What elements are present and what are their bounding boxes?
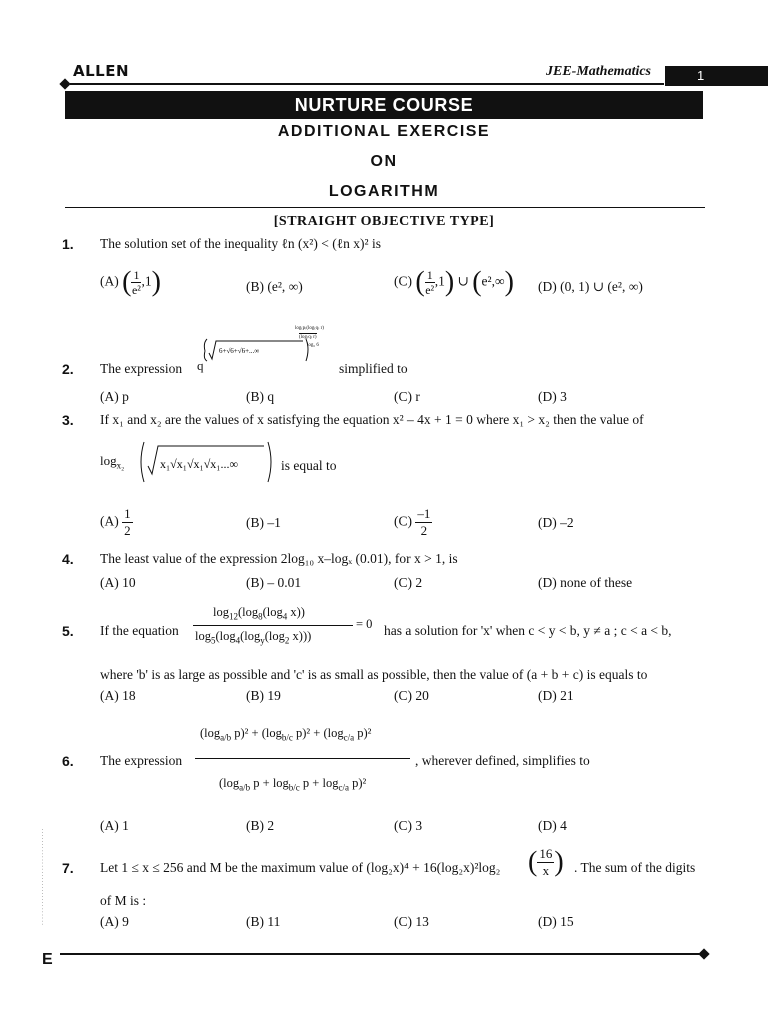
option-d: (D) –2 bbox=[538, 515, 574, 530]
option-a: (A) p bbox=[100, 389, 129, 404]
heading-exercise: ADDITIONAL EXERCISE bbox=[277, 123, 491, 140]
option-c: (C) r bbox=[394, 389, 420, 404]
heading-topic: LOGARITHM bbox=[328, 183, 440, 200]
option-c: (C) 3 bbox=[394, 818, 423, 833]
question-text-line2: where 'b' is as large as possible and 'c' is as small as possible, then the value of (a + b + c) is equals to bbox=[100, 667, 648, 682]
question-text: The expression bbox=[100, 361, 183, 376]
question-text: If x₁ and x₂ are the values of x satisfying the equation x² – 4x + 1 = 0 where x₁ > x₂ then the value of bbox=[100, 412, 644, 427]
option-c: (C) 20 bbox=[394, 688, 429, 703]
option-b: (B) – 0.01 bbox=[246, 575, 302, 590]
option-b: (B) –1 bbox=[246, 515, 281, 530]
heading-on: ON bbox=[370, 153, 398, 170]
question-text: Let 1 ≤ x ≤ 256 and M be the maximum value of (log₂x)⁴ + 16(log₂x)²log₂ bbox=[100, 860, 501, 875]
option-label: (C) bbox=[394, 513, 412, 529]
option-d: (D) 3 bbox=[538, 389, 567, 404]
option-b: (B) 19 bbox=[246, 688, 281, 703]
side-file-path-text: · · · · · · · · · · · · · · · · · · · · · · · · · · · · · · · · bbox=[40, 828, 46, 925]
math-fraction: $\frac{-1}{2}$ bbox=[417, 506, 431, 538]
option-c bbox=[394, 506, 432, 539]
question-number: 6. bbox=[62, 753, 74, 769]
footer-diamond bbox=[698, 948, 709, 959]
option-d: (D) 4 bbox=[538, 818, 567, 833]
section-title: [STRAIGHT OBJECTIVE TYPE] bbox=[273, 214, 495, 229]
option-d: (D) 21 bbox=[538, 688, 574, 703]
option-a: (A) 18 bbox=[100, 688, 136, 703]
option-label: (A) bbox=[100, 273, 119, 289]
option-b: (B) (e², ∞) bbox=[246, 279, 303, 294]
option-a: (A) ( $\frac{1}{\text{e²}}$ ,1) bbox=[100, 266, 161, 298]
subject-title: JEE-Mathematics bbox=[546, 64, 652, 79]
question-text-continued: , wherever defined, simplifies to bbox=[415, 753, 590, 768]
footer-letter: E bbox=[42, 951, 53, 968]
svg-text:x₁√x₁√x₁√x₁...∞: x₁√x₁√x₁√x₁...∞ bbox=[160, 457, 239, 471]
option-a: (A) 9 bbox=[100, 914, 129, 929]
footer-rule bbox=[60, 953, 705, 955]
page-number: 1 bbox=[697, 68, 705, 83]
course-title: NURTURE COURSE bbox=[65, 91, 703, 119]
math-expression-q2: q 6+√6+√6+...∞ log₍p₎(log₍q₎ r) (log₍q₎ r) log₅ 6 bbox=[197, 326, 324, 373]
option-b: (B) 11 bbox=[246, 914, 281, 929]
math-fraction-q7: ( $\frac{16}{x}$ ) bbox=[528, 846, 564, 878]
question-text-continued: is equal to bbox=[281, 458, 337, 473]
question-text-continued: simplified to bbox=[339, 361, 408, 376]
question-number: 7. bbox=[62, 860, 74, 876]
math-expression-q3: $\log_{x_2}$ x₁√x₁√x₁√x₁...∞ bbox=[100, 440, 280, 484]
section-rule bbox=[65, 207, 705, 208]
option-b: (B) 2 bbox=[246, 818, 275, 833]
question-text: If the equation bbox=[100, 623, 179, 638]
option-d: (D) none of these bbox=[538, 575, 633, 590]
option-a bbox=[100, 506, 133, 539]
question-text-continued: has a solution for 'x' when c < y < b, y ≠ a ; c < a < b, bbox=[384, 623, 672, 638]
option-label: (C) bbox=[394, 273, 412, 289]
question-text-continued: . The sum of the digits bbox=[574, 860, 696, 875]
question-text: The least value of the expression 2log₁₀ x–logₓ (0.01), for x > 1, is bbox=[100, 551, 458, 566]
header-diamond bbox=[59, 78, 70, 89]
option-c: (C) 13 bbox=[394, 914, 429, 929]
question-number: 4. bbox=[62, 551, 74, 567]
math-fraction: $\frac{1}{\text{e²}}$ bbox=[131, 268, 141, 297]
svg-text:6+√6+√6+...∞: 6+√6+√6+...∞ bbox=[219, 347, 260, 355]
question-number: 2. bbox=[62, 361, 74, 377]
math-fraction: $\frac{1}{\text{e²}}$ bbox=[425, 268, 435, 297]
option-a: (A) 10 bbox=[100, 575, 136, 590]
option-d: (D) 15 bbox=[538, 914, 574, 929]
option-a: (A) 1 bbox=[100, 818, 129, 833]
math-fraction: $\frac{1}{2}$ bbox=[124, 506, 131, 538]
question-text-line2: of M is : bbox=[100, 893, 147, 908]
option-b: (B) q bbox=[246, 389, 275, 404]
option-c: (C) ( $\frac{1}{\text{e²}}$ ,1) ∪ (e²,∞) bbox=[394, 266, 514, 298]
math-expression-q5: $\log_{12}(\log_8(\log_4$ x)) $\log_5(\log_4(\log_y(\log_2$ x))) = 0 bbox=[195, 605, 373, 646]
header-rule bbox=[70, 83, 664, 85]
nested-radical-graphic bbox=[203, 337, 313, 363]
page-number-box bbox=[665, 66, 768, 86]
brand-logo: ALLEN bbox=[73, 62, 130, 80]
option-c: (C) 2 bbox=[394, 575, 423, 590]
nested-radical-graphic bbox=[138, 440, 278, 484]
question-number: 3. bbox=[62, 412, 74, 428]
math-expression-q6: ($\log_{a/b}$ $p)^2 + (\log_{b/c}$ $p)^2 + (\log_{c/a}$ p)² ($\log_{a/b}$ $p + \log_{b/c} p + \log_{c/a} p)^2$ bbox=[195, 712, 415, 812]
question-text: The expression bbox=[100, 753, 183, 768]
question-number: 5. bbox=[62, 623, 74, 639]
option-d: (D) (0, 1) ∪ (e², ∞) bbox=[538, 279, 643, 294]
option-label: (A) bbox=[100, 513, 119, 529]
question-text: The solution set of the inequality ℓn (x²) < (ℓn x)² is bbox=[100, 236, 381, 251]
question-number: 1. bbox=[62, 236, 74, 252]
